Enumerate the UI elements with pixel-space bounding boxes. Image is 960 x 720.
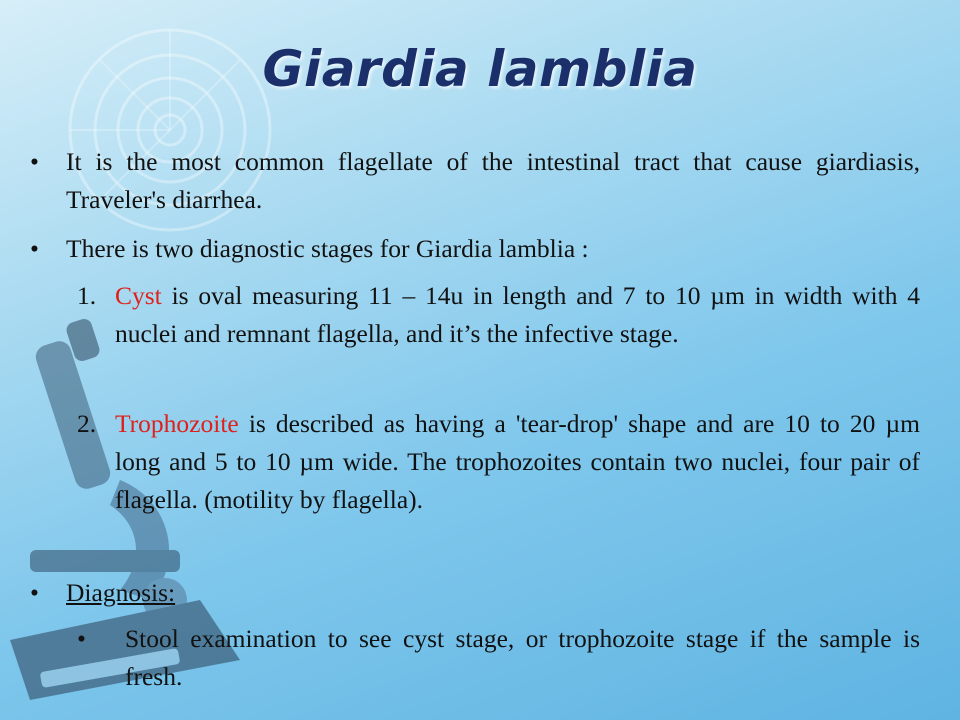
bullet-marker: • [30,234,39,263]
numbered-item-trophozoite [77,405,920,565]
stage-term-cyst: Cyst [115,281,162,310]
bullet-marker: • [30,147,39,176]
diagnosis-heading-item [30,574,920,614]
numbered-item-cyst [77,277,920,397]
bullet-marker: • [77,624,86,653]
stage-term-trophozoite: Trophozoite [115,409,239,438]
item-number: 2. [77,409,97,438]
item-text [115,277,920,353]
stage-description: is oval measuring 11 – 14u in length and 7 to 10 µm in width with 4 nuclei and remnant flagella, and it’s the infective stage. [115,281,920,348]
bullet-text: There is two diagnostic stages for Giardia lamblia : [66,234,589,263]
bullet-item [30,143,920,223]
diagnosis-text: Stool examination to see cyst stage, or trophozoite stage if the sample is fresh. [125,624,920,691]
bullet-text: It is the most common flagellate of the intestinal tract that cause giardiasis, Traveler's diarrhea. [66,147,920,214]
bullet-item [30,230,920,270]
slide-title: Giardia lamblia [262,40,698,98]
diagnosis-item [77,620,920,700]
bullet-marker: • [30,578,39,607]
diagnosis-heading: Diagnosis: [66,578,176,607]
stage-description: is described as having a 'tear-drop' shape and are 10 to 20 µm long and 5 to 10 µm wide. The trophozoites contain two nuclei, four pair of flagella. (motility by flagella). [115,409,920,514]
item-text [115,405,920,519]
item-number: 1. [77,281,97,310]
